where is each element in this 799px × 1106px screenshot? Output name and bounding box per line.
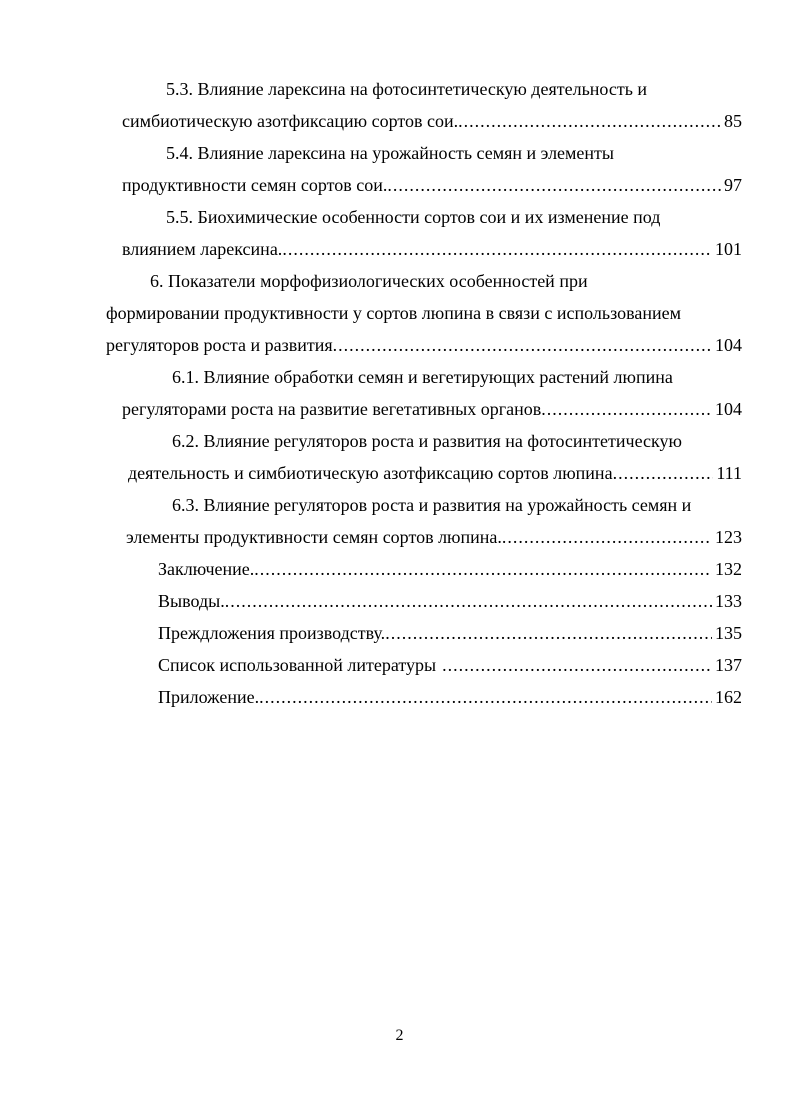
toc-leader-dots xyxy=(254,554,712,584)
toc-entry-appendix xyxy=(0,682,799,712)
toc-entry-6-3-heading: 6.3. Влияние регуляторов роста и развития на урожайность семян и xyxy=(172,495,692,515)
toc-entry-appendix-page: 162 xyxy=(715,687,742,707)
toc-entry-5-5-line-2 xyxy=(0,234,799,264)
toc-entry-6-line-3 xyxy=(0,330,799,360)
toc-entry-6-2-title-end: деятельность и симбиотическую азотфиксацию сортов люпина xyxy=(128,463,613,483)
toc-leader-dots xyxy=(458,106,721,136)
toc-entry-5-3-line-1 xyxy=(0,74,799,104)
toc-entry-6-line-2 xyxy=(0,298,799,328)
toc-entry-conclusion xyxy=(0,554,799,584)
toc-entry-proposals-title: Преждложения производству. xyxy=(158,623,386,643)
toc-entry-proposals-page: 135 xyxy=(715,623,742,643)
toc-entry-6-heading: 6. Показатели морфофизиологических особенностей при xyxy=(150,271,588,291)
toc-entry-proposals xyxy=(0,618,799,648)
toc-leader-dots xyxy=(225,586,712,616)
toc-entry-6-page: 104 xyxy=(715,335,742,355)
toc-leader-dots xyxy=(387,170,721,200)
toc-leader-dots xyxy=(502,522,712,552)
toc-entry-references xyxy=(0,650,799,680)
toc-entry-5-3-heading: 5.3. Влияние ларексина на фотосинтетическую деятельность и xyxy=(166,79,648,99)
toc-entry-6-1-line-1 xyxy=(0,362,799,392)
toc-entry-5-4-line-2 xyxy=(0,170,799,200)
toc-entry-findings-page: 133 xyxy=(715,591,742,611)
toc-entry-5-3-line-2 xyxy=(0,106,799,136)
toc-leader-dots xyxy=(541,394,712,424)
toc-entry-6-1-line-2 xyxy=(0,394,799,424)
toc-entry-5-3-page: 85 xyxy=(724,111,742,131)
toc-leader-dots xyxy=(436,650,712,680)
toc-leader-dots xyxy=(333,330,712,360)
toc-entry-5-4-title-end: продуктивности семян сортов сои. xyxy=(122,175,388,195)
toc-entry-5-4-line-1 xyxy=(0,138,799,168)
toc-leader-dots xyxy=(259,682,712,712)
toc-leader-dots xyxy=(613,458,714,488)
toc-entry-6-title-middle: формировании продуктивности у сортов люпина в связи с использованием xyxy=(106,303,681,323)
toc-entry-6-2-line-2 xyxy=(0,458,799,488)
page-number: 2 xyxy=(395,1027,404,1044)
toc-entry-5-4-heading: 5.4. Влияние ларексина на урожайность семян и элементы xyxy=(166,143,615,163)
toc-entry-6-3-line-2 xyxy=(0,522,799,552)
toc-entry-6-2-heading: 6.2. Влияние регуляторов роста и развития на фотосинтетическую xyxy=(172,431,682,451)
toc-leader-dots xyxy=(385,618,712,648)
toc-entry-6-1-heading: 6.1. Влияние обработки семян и вегетирующих растений люпина xyxy=(172,367,673,387)
toc-entry-conclusion-title: Заключение. xyxy=(158,559,255,579)
toc-entry-conclusion-page: 132 xyxy=(715,559,742,579)
toc-entry-6-2-page: 111 xyxy=(716,463,742,483)
toc-entry-6-3-page: 123 xyxy=(715,527,742,547)
toc-entry-5-4-page: 97 xyxy=(724,175,742,195)
toc-entry-references-page: 137 xyxy=(715,655,742,675)
toc-leader-dots xyxy=(282,234,712,264)
toc-entry-5-3-title-end: симбиотическую азотфиксацию сортов сои. xyxy=(122,111,459,131)
toc-entry-5-5-heading: 5.5. Биохимические особенности сортов сои и их изменение под xyxy=(166,207,661,227)
toc-entry-6-1-page: 104 xyxy=(715,399,742,419)
toc-entry-findings-title: Выводы. xyxy=(158,591,225,611)
toc-entry-5-5-line-1 xyxy=(0,202,799,232)
toc-entry-appendix-title: Приложение. xyxy=(158,687,260,707)
toc-entry-5-5-page: 101 xyxy=(715,239,742,259)
toc-entry-6-3-line-1 xyxy=(0,490,799,520)
toc-entry-references-title: Список использованной литературы xyxy=(158,655,437,675)
toc-entry-6-title-end: регуляторов роста и развития xyxy=(106,335,333,355)
toc-entry-6-line-1 xyxy=(0,266,799,296)
toc-entry-5-5-title-end: влиянием ларексина. xyxy=(122,239,283,259)
toc-entry-6-3-title-end: элементы продуктивности семян сортов люпина. xyxy=(126,527,502,547)
toc-entry-6-1-title-end: регуляторами роста на развитие вегетативных органов xyxy=(122,399,542,419)
toc-entry-findings xyxy=(0,586,799,616)
toc-entry-6-2-line-1 xyxy=(0,426,799,456)
